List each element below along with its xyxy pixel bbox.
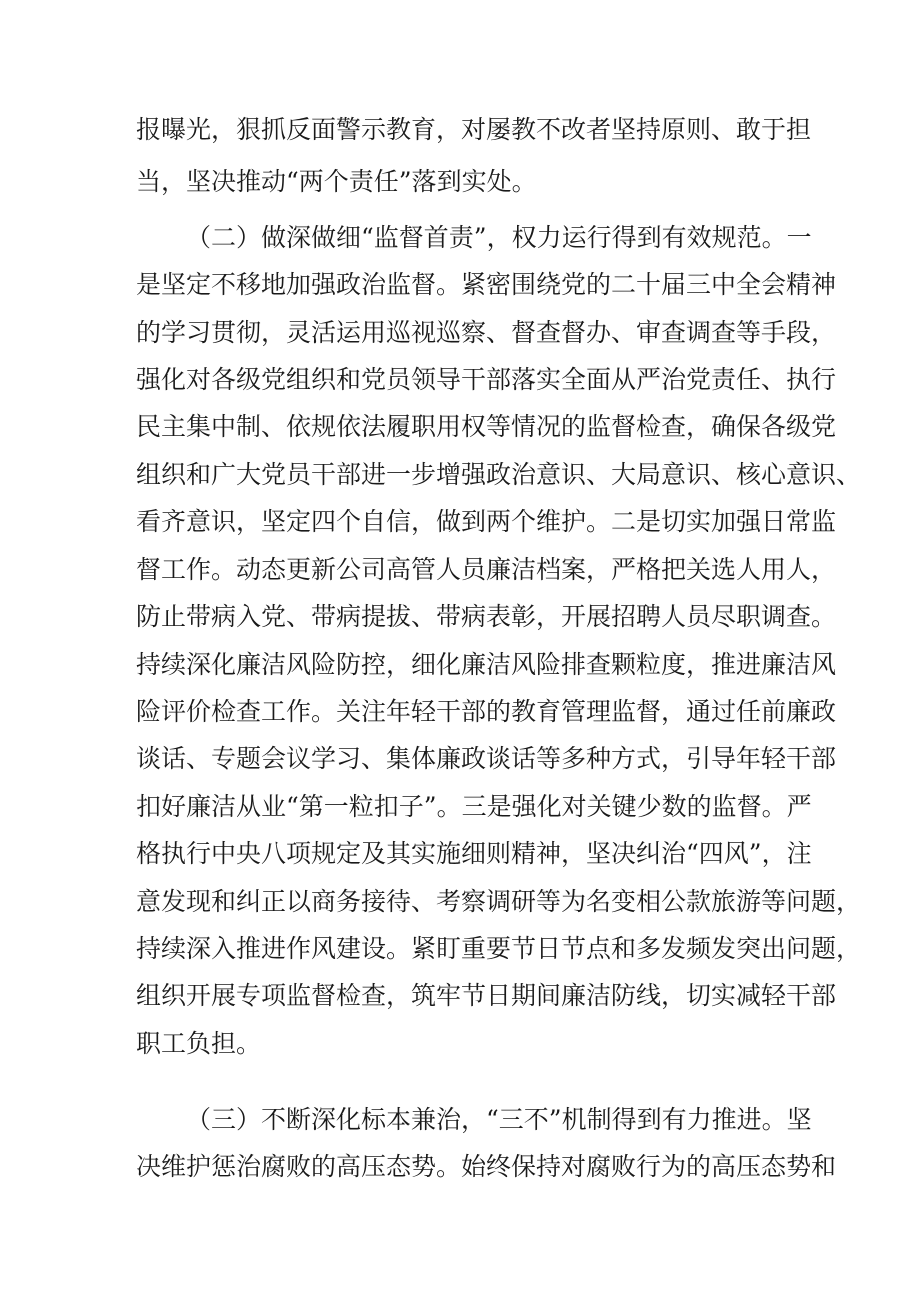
paragraph-2-line-18: 职工负担。 <box>136 1029 262 1058</box>
paragraph-2-line-5: 民主集中制、依规依法履职用权等情况的监督检查，确保各级党 <box>136 412 837 441</box>
paragraph-3-line-1: （三）不断深化标本兼治，“三不”机制得到有力推进。坚 <box>186 1105 812 1134</box>
paragraph-3-line-2: 决维护惩治腐败的高压态势。始终保持对腐败行为的高压态势和 <box>136 1152 837 1181</box>
paragraph-2-line-3: 的学习贯彻，灵活运用巡视巡察、督查督办、审查调查等手段， <box>136 318 837 347</box>
paragraph-2-line-1: （二）做深做细“监督首责”，权力运行得到有效规范。一 <box>186 223 812 252</box>
paragraph-2-line-16: 持续深入推进作风建设。紧盯重要节日节点和多发频发突出问题， <box>136 934 862 963</box>
paragraph-2-line-12: 谈话、专题会议学习、集体廉政谈话等多种方式，引导年轻干部 <box>136 744 837 773</box>
paragraph-2-line-13: 扣好廉洁从业“第一粒扣子”。三是强化对关键少数的监督。严 <box>136 792 812 821</box>
paragraph-2-line-2: 是坚定不移地加强政治监督。紧密围绕党的二十届三中全会精神 <box>136 270 837 299</box>
paragraph-2-line-7: 看齐意识，坚定四个自信，做到两个维护。二是切实加强日常监 <box>136 507 837 536</box>
paragraph-2-line-14: 格执行中央八项规定及其实施细则精神，坚决纠治“四风”，注 <box>136 839 812 868</box>
paragraph-2-line-4: 强化对各级党组织和党员领导干部落实全面从严治党责任、执行 <box>136 365 837 394</box>
paragraph-2-line-15: 意发现和纠正以商务接待、考察调研等为名变相公款旅游等问题， <box>136 887 862 916</box>
paragraph-2-line-8: 督工作。动态更新公司高管人员廉洁档案，严格把关选人用人， <box>136 555 837 584</box>
paragraph-1-line-1: 报曝光，狠抓反面警示教育，对屡教不改者坚持原则、敢于担 <box>136 115 812 144</box>
paragraph-2-line-11: 险评价检查工作。关注年轻干部的教育管理监督，通过任前廉政 <box>136 697 837 726</box>
paragraph-2-line-17: 组织开展专项监督检查，筑牢节日期间廉洁防线，切实减轻干部 <box>136 981 837 1010</box>
paragraph-2-line-6: 组织和广大党员干部进一步增强政治意识、大局意识、核心意识、 <box>136 460 862 489</box>
paragraph-2-line-10: 持续深化廉洁风险防控，细化廉洁风险排查颗粒度，推进廉洁风 <box>136 650 837 679</box>
paragraph-2-line-9: 防止带病入党、带病提拔、带病表彰，开展招聘人员尽职调查。 <box>136 602 837 631</box>
paragraph-1-line-2: 当，坚决推动“两个责任”落到实处。 <box>136 167 537 196</box>
